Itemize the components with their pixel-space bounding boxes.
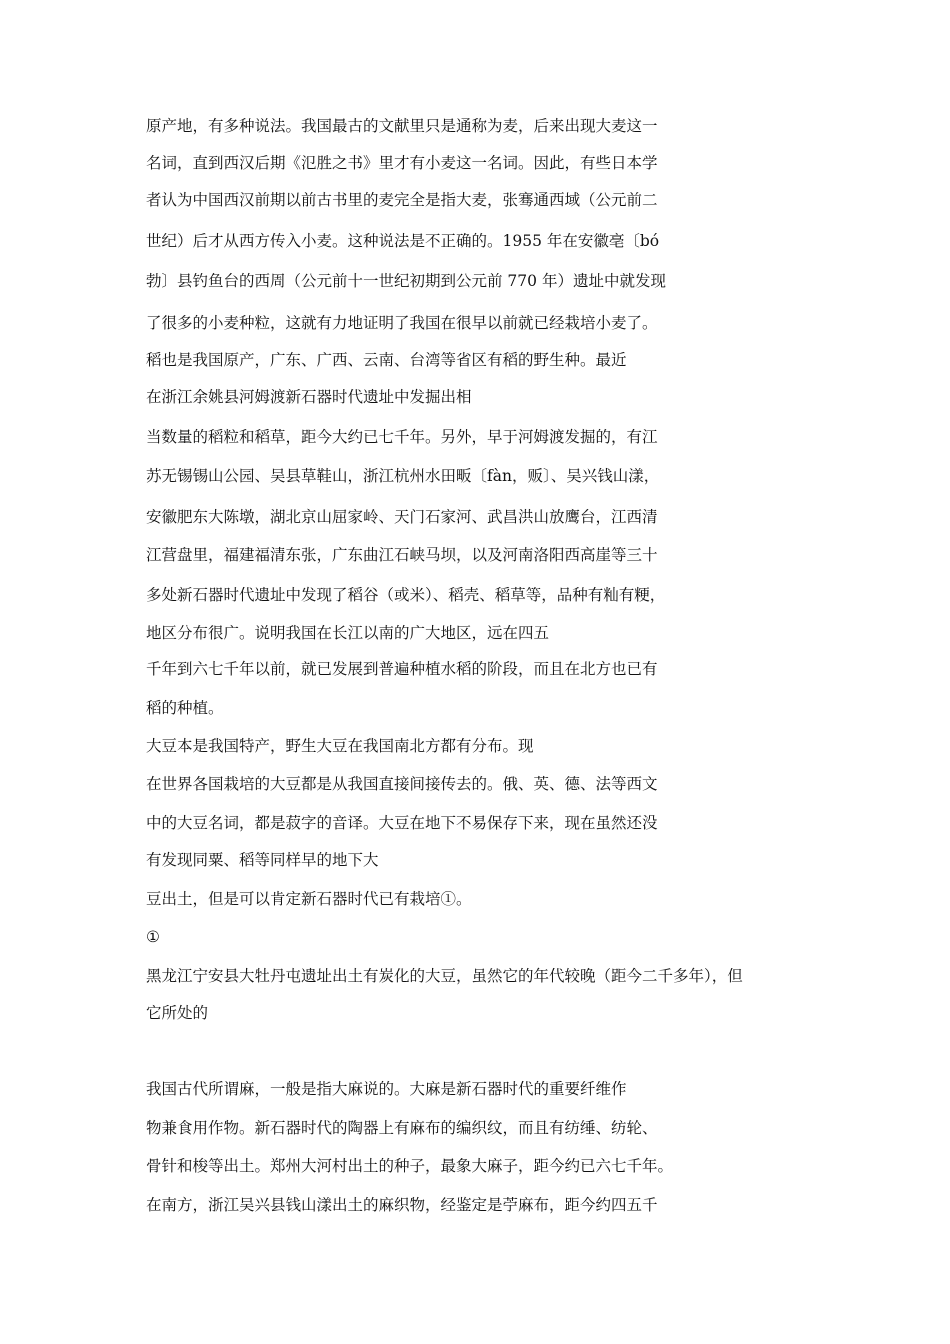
text-line: 在南方，浙江吴兴县钱山漾出土的麻织物，经鉴定是苧麻布，距今约四五千 — [146, 1196, 658, 1214]
footnote-text: 它所处的 — [146, 1004, 209, 1022]
text-line: 江营盘里，福建福清东张，广东曲江石峡马坝，以及河南洛阳西高崖等三十 — [146, 546, 658, 564]
text-line: 稻的种植。 — [146, 699, 224, 717]
text-line: 豆出土，但是可以肯定新石器时代已有栽培①。 — [146, 890, 472, 908]
text-line: 原产地，有多种说法。我国最古的文献里只是通称为麦，后来出现大麦这一 — [146, 117, 658, 135]
text-line: 大豆本是我国特产，野生大豆在我国南北方都有分布。现 — [146, 737, 534, 755]
text-line: 当数量的稻粒和稻草，距今大约已七千年。另外，早于河姆渡发掘的，有江 — [146, 428, 658, 446]
text-line: 中的大豆名词，都是菽字的音译。大豆在地下不易保存下来，现在虽然还没 — [146, 814, 658, 832]
text-line: 地区分布很广。说明我国在长江以南的广大地区，远在四五 — [146, 624, 550, 642]
text-line: 有发现同粟、稻等同样早的地下大 — [146, 851, 379, 869]
text-line: 世纪）后才从西方传入小麦。这种说法是不正确的。1955 年在安徽亳〔bó — [146, 232, 660, 250]
text-line: 稻也是我国原产，广东、广西、云南、台湾等省区有稻的野生种。最近 — [146, 351, 627, 369]
text-line: 骨针和梭等出土。郑州大河村出土的种子，最象大麻子，距今约已六七千年。 — [146, 1157, 674, 1175]
text-line: 我国古代所谓麻，一般是指大麻说的。大麻是新石器时代的重要纤维作 — [146, 1080, 627, 1098]
text-line: 物兼食用作物。新石器时代的陶器上有麻布的编织纹，而且有纺缍、纺轮、 — [146, 1119, 658, 1137]
text-line: 了很多的小麦种粒，这就有力地证明了我国在很早以前就已经栽培小麦了。 — [146, 314, 658, 332]
text-line: 在浙江余姚县河姆渡新石器时代遗址中发掘出相 — [146, 388, 472, 406]
text-line: 在世界各国栽培的大豆都是从我国直接间接传去的。俄、英、德、法等西文 — [146, 775, 658, 793]
text-line: 名词，直到西汉后期《氾胜之书》里才有小麦这一名词。因此，有些日本学 — [146, 154, 658, 172]
text-line: 多处新石器时代遗址中发现了稻谷（或米）、稻壳、稻草等，品种有籼有粳， — [146, 586, 666, 604]
text-line: 勃〕县钓鱼台的西周（公元前十一世纪初期到公元前 770 年）遗址中就发现 — [146, 272, 666, 290]
footnote-text: 黑龙江宁安县大牡丹屯遗址出土有炭化的大豆，虽然它的年代较晚（距今二千多年），但 — [146, 967, 743, 985]
text-line: 安徽肥东大陈墩，湖北京山屈家岭、天门石家河、武昌洪山放鹰台，江西清 — [146, 508, 658, 526]
footnote-marker: ① — [146, 928, 160, 946]
text-line: 苏无锡锡山公园、吴县草鞋山，浙江杭州水田畈〔fàn，贩〕、吴兴钱山漾， — [146, 467, 660, 485]
text-line: 者认为中国西汉前期以前古书里的麦完全是指大麦，张骞通西域（公元前二 — [146, 191, 658, 209]
text-line: 千年到六七千年以前，就已发展到普遍种植水稻的阶段，而且在北方也已有 — [146, 660, 658, 678]
